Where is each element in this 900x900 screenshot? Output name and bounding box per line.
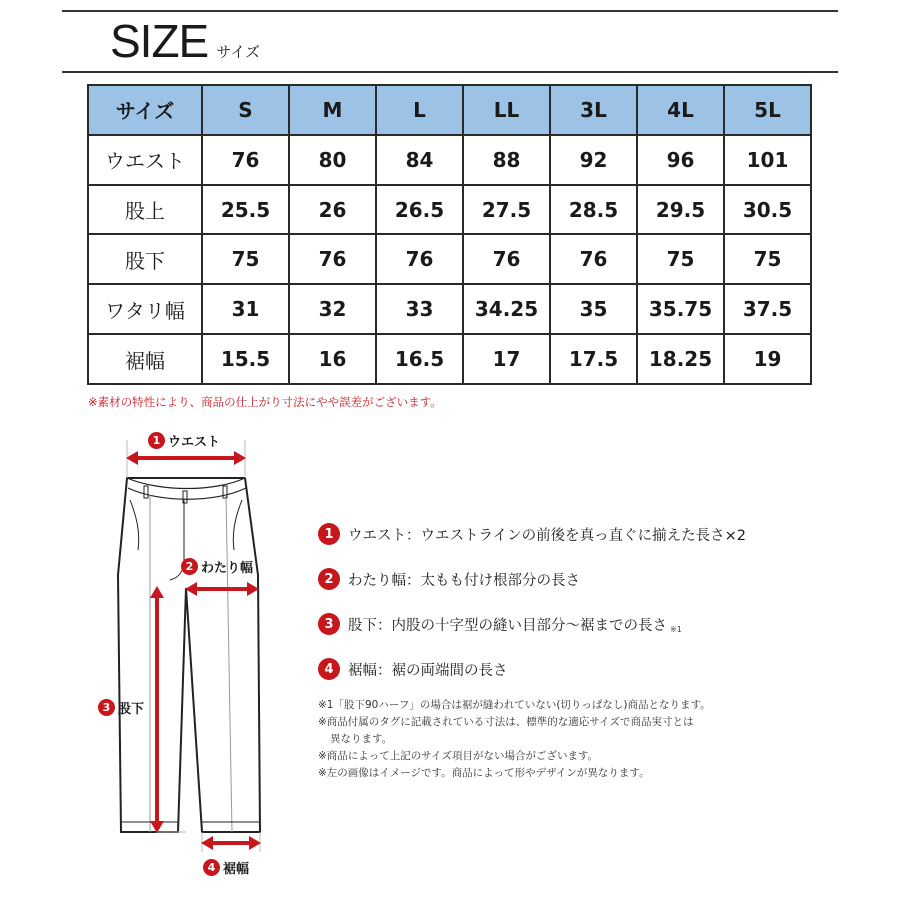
table-cell: 18.25: [637, 334, 724, 384]
footnote: ※商品付属のタグに記載されている寸法は、標準的な適応サイズで商品実寸とは: [318, 716, 694, 728]
table-cell: 75: [202, 234, 289, 284]
number-badge: 3: [318, 613, 340, 635]
table-cell: 92: [550, 135, 637, 185]
legend-item: [318, 522, 746, 546]
table-cell: 84: [376, 135, 463, 185]
diagram-label-hem: [203, 858, 249, 877]
table-cell: 32: [289, 284, 376, 334]
table-header-cell: M: [289, 85, 376, 135]
table-header-cell: 3L: [550, 85, 637, 135]
table-cell: 76: [463, 234, 550, 284]
table-cell: 76: [550, 234, 637, 284]
footnote: ※商品によって上記のサイズ項目がない場合がございます。: [318, 750, 599, 762]
number-badge: 3: [98, 699, 115, 716]
legend-key: わたり幅: [348, 572, 406, 589]
table-cell: 34.25: [463, 284, 550, 334]
table-cell: 35.75: [637, 284, 724, 334]
pants-outline: [118, 478, 260, 832]
table-cell: 19: [724, 334, 811, 384]
title-main: SIZE: [110, 15, 209, 67]
table-cell: 27.5: [463, 185, 550, 235]
row-label: ウエスト: [88, 135, 202, 185]
table-cell: 33: [376, 284, 463, 334]
diagram-label-thigh: [181, 557, 253, 576]
footnote: 異なります。: [330, 733, 393, 745]
table-cell: 17.5: [550, 334, 637, 384]
number-badge: 2: [181, 558, 198, 575]
number-badge: 1: [318, 523, 340, 545]
diagram-label-text: 股下: [118, 702, 145, 717]
arrow-head: [249, 836, 261, 850]
footnote-mark: ※1: [670, 625, 682, 634]
table-cell: 30.5: [724, 185, 811, 235]
legend-desc: ：太もも付け根部分の長さ: [406, 572, 580, 589]
table-cell: 28.5: [550, 185, 637, 235]
table-cell: 17: [463, 334, 550, 384]
legend-item: [318, 612, 746, 636]
legend-desc: ：内股の十字型の縫い目部分～裾までの長さ: [377, 617, 667, 634]
table-cell: 80: [289, 135, 376, 185]
table-cell: 26.5: [376, 185, 463, 235]
table-header-cell: サイズ: [88, 85, 202, 135]
table-header-cell: L: [376, 85, 463, 135]
legend-key: ウエスト: [348, 527, 406, 544]
diagram-label-text: ウエスト: [168, 435, 221, 450]
table-cell: 31: [202, 284, 289, 334]
diagram-label-waist: [148, 431, 220, 450]
diagram-label-text: わたり幅: [201, 561, 254, 576]
table-header-cell: 5L: [724, 85, 811, 135]
table-cell: 16.5: [376, 334, 463, 384]
row-label: 裾幅: [88, 334, 202, 384]
number-badge: 4: [318, 658, 340, 680]
table-cell: 75: [724, 234, 811, 284]
diagram-label-inseam: [98, 698, 144, 717]
footnote: ※左の画像はイメージです。商品によって形やデザインが異なります。: [318, 767, 650, 779]
row-label: ワタリ幅: [88, 284, 202, 334]
table-header-cell: 4L: [637, 85, 724, 135]
table-cell: 88: [463, 135, 550, 185]
legend-item: [318, 657, 746, 681]
table-cell: 101: [724, 135, 811, 185]
number-badge: 2: [318, 568, 340, 590]
table-cell: 76: [376, 234, 463, 284]
footnote: ※1「股下90ハーフ」の場合は裾が縫われていない(切りっぱなし)商品となります。: [318, 699, 711, 711]
legend-key: 裾幅: [348, 662, 377, 679]
table-header-cell: LL: [463, 85, 550, 135]
footnotes: [318, 697, 818, 782]
legend-key: 股下: [348, 617, 377, 634]
table-header-cell: S: [202, 85, 289, 135]
arrow-head: [201, 836, 213, 850]
number-badge: 1: [148, 432, 165, 449]
table-cell: 26: [289, 185, 376, 235]
diagram-label-text: 裾幅: [223, 862, 250, 877]
measurement-legend: [318, 522, 746, 702]
row-label: 股下: [88, 234, 202, 284]
table-cell: 75: [637, 234, 724, 284]
legend-item: [318, 567, 746, 591]
table-cell: 15.5: [202, 334, 289, 384]
number-badge: 4: [203, 859, 220, 876]
disclaimer-note: ※素材の特性により、商品の仕上がり寸法にやや誤差がございます。: [88, 395, 442, 409]
table-cell: 16: [289, 334, 376, 384]
row-label: 股上: [88, 185, 202, 235]
arrow-head: [126, 451, 138, 465]
table-cell: 37.5: [724, 284, 811, 334]
table-cell: 35: [550, 284, 637, 334]
table-cell: 96: [637, 135, 724, 185]
table-cell: 76: [202, 135, 289, 185]
legend-desc: ：ウエストラインの前後を真っ直ぐに揃えた長さ×2: [406, 527, 746, 544]
title-sub: サイズ: [216, 43, 261, 61]
table-cell: 29.5: [637, 185, 724, 235]
legend-desc: ：裾の両端間の長さ: [377, 662, 508, 679]
arrow-head: [234, 451, 246, 465]
table-cell: 76: [289, 234, 376, 284]
table-cell: 25.5: [202, 185, 289, 235]
